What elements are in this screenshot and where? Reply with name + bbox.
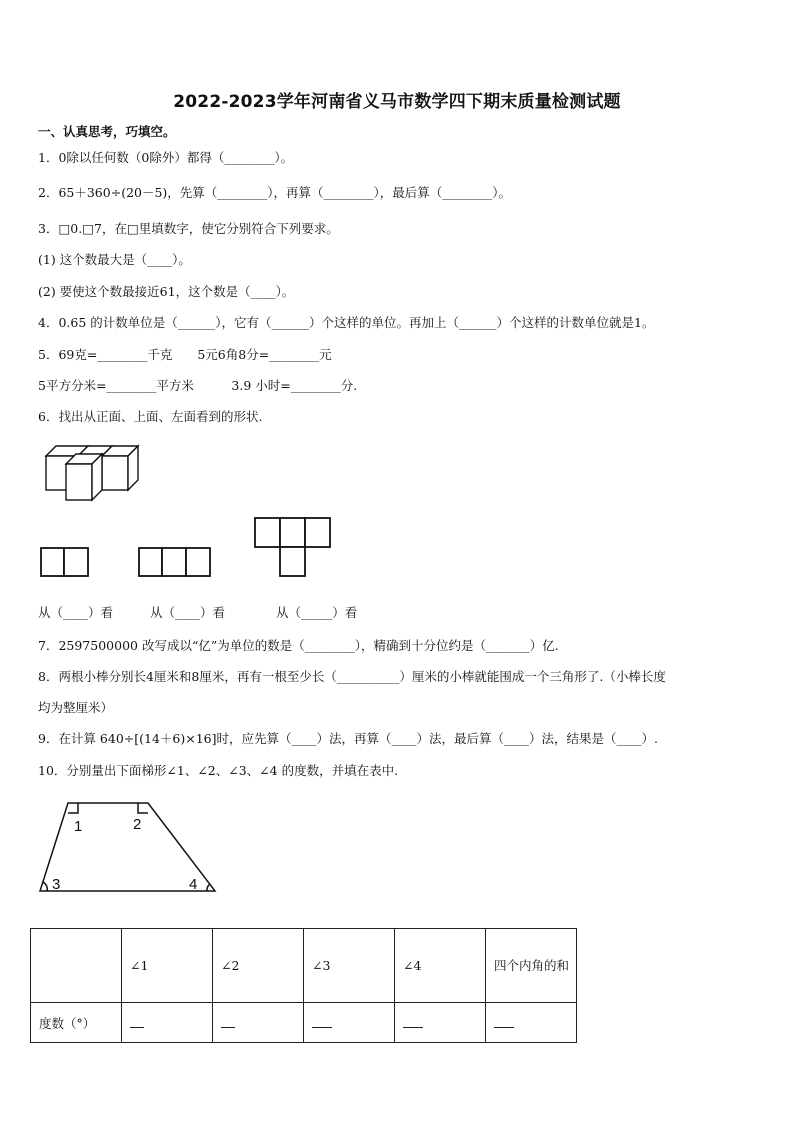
question-5-line-1: 5．69克=________千克 5元6角8分=________元 xyxy=(38,347,332,362)
view-label-1: 从（____）看 xyxy=(38,605,114,620)
question-5-line-2: 5平方分米=________平方米 3.9 小时=________分. xyxy=(38,378,358,393)
view-shape-three-squares xyxy=(138,547,212,577)
question-7: 7．2597500000 改写成以“亿”为单位的数是（________），精确到十分位约是（_______）亿. xyxy=(38,638,559,653)
answer-blank-angle-1[interactable] xyxy=(122,1003,213,1043)
angle-table xyxy=(30,928,577,1043)
table-row xyxy=(31,1003,577,1043)
answer-blank-angle-2[interactable] xyxy=(213,1003,304,1043)
table-header-cell: ∠4 xyxy=(395,929,486,1003)
question-1: 1．0除以任何数（0除外）都得（________）。 xyxy=(38,150,294,165)
question-6: 6．找出从正面、上面、左面看到的形状. xyxy=(38,409,263,424)
table-header-cell: ∠2 xyxy=(213,929,304,1003)
question-10: 10．分别量出下面梯形∠1、∠2、∠3、∠4 的度数，并填在表中. xyxy=(38,763,399,778)
question-8-line-1: 8．两根小棒分别长4厘米和8厘米，再有一根至少长（__________）厘米的小棒就能围成一个三角形了.（小棒长度 xyxy=(38,669,666,684)
angle-label-2: 2 xyxy=(133,816,142,833)
question-3: 3．□0.□7，在□里填数字，使它分别符合下列要求。 xyxy=(38,221,339,236)
table-header-cell: ∠3 xyxy=(304,929,395,1003)
table-header-cell: 四个内角的和 xyxy=(486,929,577,1003)
table-row-label: 度数（°） xyxy=(31,1003,122,1043)
question-4: 4．0.65 的计数单位是（______），它有（______）个这样的单位。再加上（______）个这样的计数单位就是1。 xyxy=(38,315,655,330)
trapezoid-figure xyxy=(36,800,220,896)
view-shape-t-shape xyxy=(254,517,332,577)
table-header-cell: ∠1 xyxy=(122,929,213,1003)
question-8-line-2: 均为整厘米） xyxy=(38,700,114,715)
angle-label-4: 4 xyxy=(189,876,198,893)
cube-stack-figure xyxy=(40,442,150,504)
table-header-cell xyxy=(31,929,122,1003)
angle-label-3: 3 xyxy=(52,876,61,893)
question-9: 9．在计算 640÷[(14＋6)×16]时，应先算（____）法，再算（____）法，最后算（____）法，结果是（____）. xyxy=(38,731,658,746)
view-shape-two-squares xyxy=(40,547,90,577)
question-2: 2．65＋360÷(20－5)，先算（________），再算（________），最后算（________）。 xyxy=(38,185,512,200)
question-3-part-1: (1) 这个数最大是（____）。 xyxy=(38,252,191,267)
view-label-3: 从（_____）看 xyxy=(276,605,358,620)
view-label-2: 从（____）看 xyxy=(150,605,226,620)
answer-blank-angle-sum[interactable] xyxy=(486,1003,577,1043)
answer-blank-angle-4[interactable] xyxy=(395,1003,486,1043)
angle-label-1: 1 xyxy=(74,818,83,835)
question-3-part-2: (2) 要使这个数最接近61，这个数是（____）。 xyxy=(38,284,295,299)
table-header-row xyxy=(31,929,577,1003)
answer-blank-angle-3[interactable] xyxy=(304,1003,395,1043)
section-heading: 一、认真思考，巧填空。 xyxy=(38,124,176,139)
page-title: 2022-2023学年河南省义马市数学四下期末质量检测试题 xyxy=(173,92,621,112)
